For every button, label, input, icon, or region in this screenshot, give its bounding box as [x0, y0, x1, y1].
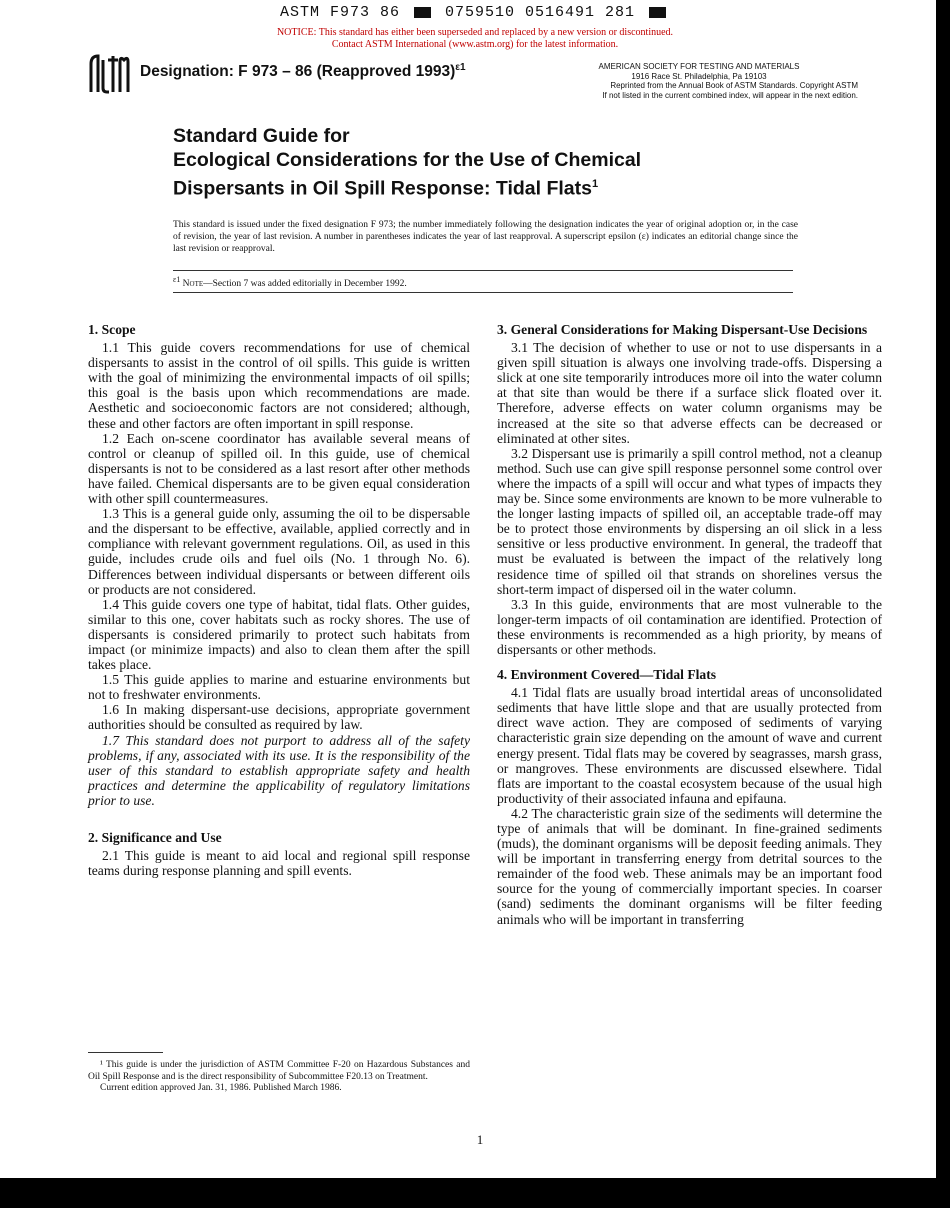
- footnotes: [88, 1060, 470, 1095]
- editorial-note-label: Note: [182, 279, 204, 290]
- editorial-note: [173, 275, 407, 289]
- para-1-4: 1.4 This guide covers one type of habitat, tidal flats. Other guides, similar to this one, cover habitats such as rocky shores. The use of dispersants is considered primarily to protect such habitats from impact (or minimize impacts) and also to clean them after the spill takes place.: [88, 596, 470, 673]
- title-line-3: Dispersants in Oil Spill Response: Tidal Flats: [173, 177, 592, 200]
- rule-bottom: [173, 292, 793, 293]
- section-4-heading: 4. Environment Covered—Tidal Flats: [497, 667, 717, 683]
- notice-line-2: Contact ASTM International (www.astm.org) for the latest information.: [331, 39, 619, 50]
- scan-edge-right: [936, 0, 950, 1208]
- designation: [140, 62, 466, 81]
- astm-logo: [87, 52, 131, 96]
- supersede-notice: [0, 27, 950, 51]
- para-4-1: 4.1 Tidal flats are usually broad intertidal areas of unconsolidated sediments that have little slope and that are usually protected from direct wave action. They are composed of sediments of varying characteristic grain size depending on the amount of wave and current energy present. Tidal flats may be covered by seagrasses, marsh grass, or mangroves. These environments are discussed elsewhere. Tidal flats are important to the coastal ecosystem because of the usual high productivity of their associated infauna and epifauna.: [497, 685, 882, 806]
- scan-edge-bottom: [0, 1178, 950, 1208]
- section-3-heading: 3. General Considerations for Making Dispersant-Use Decisions: [497, 322, 868, 337]
- para-1-6: 1.6 In making dispersant-use decisions, appropriate government authorities should be consulted as required by law.: [88, 702, 470, 733]
- notice-line-1: NOTICE: This standard has either been superseded and replaced by a new version or discontinued.: [276, 27, 674, 38]
- title-footnote-mark: 1: [592, 178, 599, 190]
- page-number: 1: [476, 1132, 484, 1147]
- left-column: [88, 322, 470, 878]
- designation-superscript: ε1: [455, 62, 466, 73]
- para-1-2: 1.2 Each on-scene coordinator has available several means of control or cleanup of spilled oil. In this guide, use of chemical dispersants is not to be considered as a last resort after other methods have failed. Chemical dispersants are to be given equal consideration with other spill countermeasures.: [88, 430, 470, 507]
- society-info: [540, 62, 858, 100]
- para-2-1: 2.1 This guide is meant to aid local and regional spill response teams during response planning and spill events.: [88, 848, 470, 879]
- editorial-note-text: —Section 7 was added editorially in December 1992.: [203, 279, 407, 290]
- para-3-3: 3.3 In this guide, environments that are most vulnerable to the longer-term impacts of oil contamination are identified. Protection of these environments is recommended as a high priority, by means of dispersants or other methods.: [497, 596, 882, 657]
- barcode-numbers: 0759510 0516491 281: [445, 4, 636, 21]
- title-line-2: Ecological Considerations for the Use of Chemical: [173, 149, 642, 171]
- section-2-heading: 2. Significance and Use: [88, 830, 222, 845]
- designation-text: Designation: F 973 – 86 (Reapproved 1993): [140, 63, 456, 81]
- para-3-2: 3.2 Dispersant use is primarily a spill control method, not a cleanup method. Such use can give spill response personnel some control over where the impacts of a spill will occur and what types of impacts they may be. Since some environments are known to be more vulnerable to the longer lasting impacts of spilled oil, an acceptable trade-off may be to protect those environments by dispersing an oil slick in a less sensitive or less productive environment. In general, the tradeoff that must be evaluated is between the impact of the relatively long residence time of spilled oil that strands on shorelines versus the short-term impact of dispersed oil in the water column.: [497, 445, 882, 597]
- para-4-2: 4.2 The characteristic grain size of the sediments will determine the type of animals that will be dominant. In fine-grained sediments (muds), the dominant organisms will be deposit feeding animals. They will be important in transferring energy from detrital sources to the remainder of the food web. These animals may be an important food source for the young of commercially important species. In coarser (sand) sediments the dominant organisms will be filter feeding animals who will be important in transferring: [497, 805, 882, 927]
- right-column: [497, 322, 882, 927]
- society-address: 1916 Race St. Philadelphia, Pa 19103: [631, 71, 767, 81]
- para-3-1: 3.1 The decision of whether to use or not to use dispersants in a given spill situation is always one involving trade-offs. Dispersing a slick at one site temporarily introduces more oil into the water column at that site than would be there if a surface slick floated over it. Therefore, adverse effects on water column organisms may be increased at the site so that adverse effects can be decreased or eliminated at other sites.: [497, 340, 882, 446]
- title-line-1: Standard Guide for: [173, 125, 350, 147]
- footnote-rule: [88, 1052, 163, 1053]
- title-line-3-wrap: [173, 172, 873, 201]
- society-name: AMERICAN SOCIETY FOR TESTING AND MATERIALS: [598, 62, 800, 71]
- footnote-1: ¹ This guide is under the jurisdiction of ASTM Committee F-20 on Hazardous Substances and Oil Spill Response and is the direct responsibility of Subcommittee F20.13 on Treatment.: [88, 1060, 470, 1082]
- para-1-7: 1.7 This standard does not purport to address all of the safety problems, if any, associated with its use. It is the responsibility of the user of this standard to establish appropriate safety and health practices and determine the applicability of regulatory limitations prior to use.: [88, 732, 470, 808]
- barcode-text: ASTM F973 86: [279, 4, 400, 21]
- para-1-1: 1.1 This guide covers recommendations for use of chemical dispersants to assist in the control of oil spills. This guide is written with the goal of minimizing the environmental impacts of oil spills; this goal is the basis upon which recommendations are made. Aesthetic and socioeconomic factors are not considered; although, these and other factors are often important in spill response.: [88, 340, 470, 431]
- para-1-5: 1.5 This guide applies to marine and estuarine environments but not to freshwater environments.: [88, 672, 470, 703]
- barcode-block-1: [414, 7, 431, 18]
- barcode-block-2: [649, 7, 666, 18]
- para-1-3: 1.3 This is a general guide only, assuming the oil to be dispersable and the dispersant to be effective, available, applied correctly and in compliance with relevant government regulations. Oil, as used in this guide, includes crude oils and fuel oils (No. 1 through No. 6). Differences between individual dispersants or between different oils or products are not considered.: [88, 506, 470, 597]
- rule-top: [173, 270, 793, 271]
- footnote-2: Current edition approved Jan. 31, 1986. Published March 1986.: [100, 1083, 342, 1093]
- reprint-line: Reprinted from the Annual Book of ASTM Standards. Copyright ASTM: [610, 81, 858, 90]
- issued-note: This standard is issued under the fixed designation F 973; the number immediately following the designation indicates the year of original adoption or, in the case of revision, the year of last revision. A number in parentheses indicates the year of last reapproval. A superscript epsilon (ε) indicates an editorial change since the last revision or reapproval.: [173, 220, 798, 254]
- index-line: If not listed in the current combined index, will appear in the next edition.: [602, 90, 858, 100]
- editorial-note-sup: ε1: [173, 275, 181, 284]
- section-1-heading: 1. Scope: [88, 322, 136, 337]
- document-title: [173, 124, 873, 201]
- barcode-header: [0, 4, 950, 21]
